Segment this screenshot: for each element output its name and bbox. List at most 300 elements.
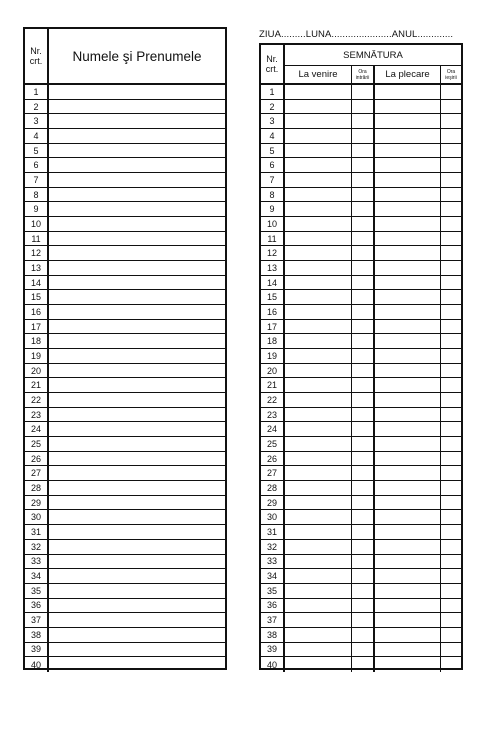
exit-time-cell[interactable]: [441, 320, 461, 334]
arrival-signature-cell[interactable]: [285, 129, 352, 143]
table-row: [25, 422, 225, 437]
arrival-signature-cell[interactable]: [285, 422, 352, 436]
name-cell[interactable]: [49, 408, 225, 422]
row-number: 12: [25, 246, 49, 260]
exit-time-cell[interactable]: [441, 100, 461, 114]
arrival-signature-cell[interactable]: [285, 496, 352, 510]
row-number: 15: [25, 290, 49, 304]
row-number: 40: [261, 657, 285, 672]
row-number: 13: [25, 261, 49, 275]
name-cell[interactable]: [49, 466, 225, 480]
exit-time-cell[interactable]: [441, 305, 461, 319]
table-row: [261, 496, 461, 511]
name-cell[interactable]: [49, 276, 225, 290]
table-row: [261, 305, 461, 320]
exit-time-cell[interactable]: [441, 613, 461, 627]
name-cell[interactable]: [49, 613, 225, 627]
name-cell[interactable]: [49, 569, 225, 583]
arrival-signature-cell[interactable]: [285, 408, 352, 422]
entry-time-cell[interactable]: [352, 202, 375, 216]
row-number: 39: [261, 643, 285, 657]
arrival-signature-cell[interactable]: [285, 232, 352, 246]
signature-table: [259, 43, 463, 670]
row-number: 7: [25, 173, 49, 187]
entry-time-cell[interactable]: [352, 246, 375, 260]
table-row: [25, 217, 225, 232]
nr-header-line2: crt.: [29, 56, 43, 66]
departure-signature-cell[interactable]: [375, 408, 441, 422]
arrival-signature-cell[interactable]: [285, 657, 352, 672]
table-row: [261, 437, 461, 452]
entry-time-cell[interactable]: [352, 261, 375, 275]
departure-signature-cell[interactable]: [375, 100, 441, 114]
row-number: 31: [25, 525, 49, 539]
entry-time-cell[interactable]: [352, 334, 375, 348]
table-row: [25, 437, 225, 452]
entry-time-cell[interactable]: [352, 158, 375, 172]
table-row: [25, 408, 225, 423]
exit-time-cell[interactable]: [441, 481, 461, 495]
departure-signature-cell[interactable]: [375, 422, 441, 436]
table-row: [25, 305, 225, 320]
exit-time-cell[interactable]: [441, 408, 461, 422]
arrival-signature-cell[interactable]: [285, 246, 352, 260]
name-cell[interactable]: [49, 481, 225, 495]
exit-time-cell[interactable]: [441, 628, 461, 642]
table-row: [25, 393, 225, 408]
departure-signature-cell[interactable]: [375, 510, 441, 524]
exit-time-cell[interactable]: [441, 158, 461, 172]
name-cell[interactable]: [49, 217, 225, 231]
table-row: [25, 599, 225, 614]
arrival-signature-cell[interactable]: [285, 217, 352, 231]
exit-time-cell[interactable]: [441, 246, 461, 260]
name-cell[interactable]: [49, 232, 225, 246]
row-number: 36: [261, 599, 285, 613]
name-cell[interactable]: [49, 100, 225, 114]
table-row: [261, 540, 461, 555]
entry-time-cell[interactable]: [352, 188, 375, 202]
table-row: [261, 334, 461, 349]
name-cell[interactable]: [49, 378, 225, 392]
table-row: [25, 261, 225, 276]
name-cell[interactable]: [49, 393, 225, 407]
entry-time-cell[interactable]: [352, 452, 375, 466]
name-cell[interactable]: [49, 290, 225, 304]
name-cell[interactable]: [49, 158, 225, 172]
arrival-signature-cell[interactable]: [285, 85, 352, 99]
exit-time-cell[interactable]: [441, 657, 461, 672]
exit-time-cell[interactable]: [441, 437, 461, 451]
table-row: [261, 599, 461, 614]
departure-signature-cell[interactable]: [375, 173, 441, 187]
row-number: 22: [25, 393, 49, 407]
table-row: [25, 584, 225, 599]
name-cell[interactable]: [49, 540, 225, 554]
exit-time-cell[interactable]: [441, 202, 461, 216]
entry-time-cell[interactable]: [352, 584, 375, 598]
departure-signature-cell[interactable]: [375, 657, 441, 672]
name-cell[interactable]: [49, 349, 225, 363]
name-cell[interactable]: [49, 129, 225, 143]
entry-time-cell[interactable]: [352, 320, 375, 334]
nr-header-line1: Nr.: [30, 46, 42, 56]
row-number: 28: [25, 481, 49, 495]
departure-signature-cell[interactable]: [375, 466, 441, 480]
departure-signature-cell[interactable]: [375, 202, 441, 216]
arrival-signature-cell[interactable]: [285, 628, 352, 642]
entry-time-cell[interactable]: [352, 144, 375, 158]
departure-signature-cell[interactable]: [375, 540, 441, 554]
name-cell[interactable]: [49, 144, 225, 158]
arrival-signature-cell[interactable]: [285, 437, 352, 451]
arrival-signature-cell[interactable]: [285, 100, 352, 114]
table-row: [261, 466, 461, 481]
arrival-signature-cell[interactable]: [285, 202, 352, 216]
departure-signature-cell[interactable]: [375, 393, 441, 407]
departure-signature-cell[interactable]: [375, 305, 441, 319]
entry-time-cell[interactable]: [352, 173, 375, 187]
nr-crt-header: [25, 29, 49, 83]
departure-signature-cell[interactable]: [375, 452, 441, 466]
exit-time-cell[interactable]: [441, 261, 461, 275]
arrival-signature-cell[interactable]: [285, 599, 352, 613]
row-number: 28: [261, 481, 285, 495]
name-cell[interactable]: [49, 422, 225, 436]
row-number: 30: [261, 510, 285, 524]
exit-time-cell[interactable]: [441, 334, 461, 348]
arrival-signature-cell[interactable]: [285, 114, 352, 128]
name-cell[interactable]: [49, 452, 225, 466]
exit-time-cell[interactable]: [441, 378, 461, 392]
row-number: 18: [261, 334, 285, 348]
arrival-signature-cell[interactable]: [285, 144, 352, 158]
departure-signature-cell[interactable]: [375, 599, 441, 613]
name-cell[interactable]: [49, 510, 225, 524]
entry-time-cell[interactable]: [352, 290, 375, 304]
row-number: 21: [25, 378, 49, 392]
arrival-signature-cell[interactable]: [285, 393, 352, 407]
name-cell[interactable]: [49, 261, 225, 275]
name-cell[interactable]: [49, 246, 225, 260]
arrival-signature-cell[interactable]: [285, 510, 352, 524]
arrival-signature-cell[interactable]: [285, 261, 352, 275]
table-row: [25, 510, 225, 525]
entry-time-cell[interactable]: [352, 114, 375, 128]
name-cell[interactable]: [49, 305, 225, 319]
departure-signature-cell[interactable]: [375, 481, 441, 495]
table-row: [261, 378, 461, 393]
departure-signature-cell[interactable]: [375, 320, 441, 334]
departure-signature-cell[interactable]: [375, 144, 441, 158]
row-number: 14: [261, 276, 285, 290]
arrival-signature-cell[interactable]: [285, 276, 352, 290]
departure-signature-cell[interactable]: [375, 378, 441, 392]
exit-time-cell[interactable]: [441, 643, 461, 657]
table-row: [25, 555, 225, 570]
entry-time-cell[interactable]: [352, 129, 375, 143]
table-row: [25, 334, 225, 349]
row-number: 37: [25, 613, 49, 627]
entry-time-cell[interactable]: [352, 496, 375, 510]
table-row: [25, 114, 225, 129]
departure-signature-cell[interactable]: [375, 584, 441, 598]
entry-time-cell[interactable]: [352, 643, 375, 657]
departure-signature-cell[interactable]: [375, 158, 441, 172]
entry-time-cell[interactable]: [352, 657, 375, 672]
table-row: [25, 129, 225, 144]
exit-time-cell[interactable]: [441, 85, 461, 99]
exit-time-cell[interactable]: [441, 393, 461, 407]
entry-time-cell[interactable]: [352, 217, 375, 231]
arrival-signature-cell[interactable]: [285, 466, 352, 480]
entry-time-cell[interactable]: [352, 349, 375, 363]
table-row: [261, 188, 461, 203]
names-table-rows: [25, 85, 225, 672]
table-row: [261, 364, 461, 379]
departure-signature-cell[interactable]: [375, 334, 441, 348]
entry-time-cell[interactable]: [352, 276, 375, 290]
departure-signature-cell[interactable]: [375, 217, 441, 231]
departure-signature-cell[interactable]: [375, 555, 441, 569]
exit-time-cell[interactable]: [441, 452, 461, 466]
exit-time-cell[interactable]: [441, 540, 461, 554]
table-row: [261, 158, 461, 173]
departure-column-header: La plecare: [375, 66, 441, 83]
row-number: 5: [25, 144, 49, 158]
name-cell[interactable]: [49, 202, 225, 216]
table-row: [25, 188, 225, 203]
row-number: 3: [261, 114, 285, 128]
departure-signature-cell[interactable]: [375, 364, 441, 378]
name-cell[interactable]: [49, 628, 225, 642]
table-row: [25, 525, 225, 540]
departure-signature-cell[interactable]: [375, 290, 441, 304]
exit-time-cell[interactable]: [441, 569, 461, 583]
entry-time-cell[interactable]: [352, 569, 375, 583]
arrival-signature-cell[interactable]: [285, 305, 352, 319]
name-cell[interactable]: [49, 114, 225, 128]
row-number: 7: [261, 173, 285, 187]
entry-time-cell[interactable]: [352, 540, 375, 554]
entry-time-cell[interactable]: [352, 85, 375, 99]
exit-time-cell[interactable]: [441, 364, 461, 378]
exit-time-cell[interactable]: [441, 129, 461, 143]
row-number: 1: [25, 85, 49, 99]
departure-signature-cell[interactable]: [375, 129, 441, 143]
entry-time-cell[interactable]: [352, 422, 375, 436]
departure-signature-cell[interactable]: [375, 246, 441, 260]
table-row: [261, 584, 461, 599]
arrival-signature-cell[interactable]: [285, 334, 352, 348]
nr-crt-header: [261, 45, 285, 83]
entry-time-cell[interactable]: [352, 510, 375, 524]
departure-signature-cell[interactable]: [375, 569, 441, 583]
arrival-signature-cell[interactable]: [285, 613, 352, 627]
departure-signature-cell[interactable]: [375, 114, 441, 128]
row-number: 20: [261, 364, 285, 378]
row-number: 23: [25, 408, 49, 422]
exit-time-cell[interactable]: [441, 114, 461, 128]
entry-time-cell[interactable]: [352, 437, 375, 451]
departure-signature-cell[interactable]: [375, 496, 441, 510]
table-row: [25, 643, 225, 658]
name-cell[interactable]: [49, 584, 225, 598]
exit-time-cell[interactable]: [441, 422, 461, 436]
row-number: 10: [25, 217, 49, 231]
table-row: [261, 232, 461, 247]
departure-signature-cell[interactable]: [375, 437, 441, 451]
name-cell[interactable]: [49, 437, 225, 451]
table-row: [261, 452, 461, 467]
arrival-signature-cell[interactable]: [285, 320, 352, 334]
departure-signature-cell[interactable]: [375, 261, 441, 275]
table-row: [25, 290, 225, 305]
row-number: 13: [261, 261, 285, 275]
name-cell[interactable]: [49, 173, 225, 187]
row-number: 4: [261, 129, 285, 143]
date-line: ZIUA.........LUNA......................ANUL.............: [259, 29, 454, 40]
table-row: [25, 144, 225, 159]
arrival-signature-cell[interactable]: [285, 481, 352, 495]
departure-signature-cell[interactable]: [375, 613, 441, 627]
name-cell[interactable]: [49, 188, 225, 202]
exit-time-cell[interactable]: [441, 466, 461, 480]
name-cell[interactable]: [49, 525, 225, 539]
departure-signature-cell[interactable]: [375, 232, 441, 246]
table-row: [25, 613, 225, 628]
arrival-signature-cell[interactable]: [285, 173, 352, 187]
entry-time-cell[interactable]: [352, 466, 375, 480]
departure-signature-cell[interactable]: [375, 85, 441, 99]
arrival-signature-cell[interactable]: [285, 555, 352, 569]
name-cell[interactable]: [49, 320, 225, 334]
arrival-signature-cell[interactable]: [285, 540, 352, 554]
entry-time-cell[interactable]: [352, 364, 375, 378]
row-number: 19: [261, 349, 285, 363]
table-row: [261, 643, 461, 658]
table-row: [25, 320, 225, 335]
exit-time-cell[interactable]: [441, 599, 461, 613]
arrival-signature-cell[interactable]: [285, 290, 352, 304]
name-cell[interactable]: [49, 555, 225, 569]
table-row: [261, 393, 461, 408]
arrival-signature-cell[interactable]: [285, 188, 352, 202]
table-row: [261, 569, 461, 584]
table-row: [261, 202, 461, 217]
entry-time-cell[interactable]: [352, 628, 375, 642]
row-number: 6: [261, 158, 285, 172]
entry-time-cell[interactable]: [352, 378, 375, 392]
entry-time-line1: Ora: [358, 68, 367, 75]
row-number: 32: [25, 540, 49, 554]
name-cell[interactable]: [49, 364, 225, 378]
row-number: 11: [25, 232, 49, 246]
name-cell[interactable]: [49, 334, 225, 348]
row-number: 40: [25, 657, 49, 672]
exit-time-cell[interactable]: [441, 188, 461, 202]
exit-time-cell[interactable]: [441, 144, 461, 158]
entry-time-cell[interactable]: [352, 232, 375, 246]
entry-time-cell[interactable]: [352, 599, 375, 613]
row-number: 17: [261, 320, 285, 334]
table-row: [25, 378, 225, 393]
row-number: 15: [261, 290, 285, 304]
arrival-column-header: La venire: [285, 66, 352, 83]
entry-time-column-header: [352, 66, 375, 83]
row-number: 2: [261, 100, 285, 114]
exit-time-cell[interactable]: [441, 496, 461, 510]
name-cell[interactable]: [49, 657, 225, 672]
entry-time-cell[interactable]: [352, 305, 375, 319]
departure-signature-cell[interactable]: [375, 628, 441, 642]
table-row: [261, 555, 461, 570]
entry-time-cell[interactable]: [352, 408, 375, 422]
row-number: 26: [25, 452, 49, 466]
entry-time-cell[interactable]: [352, 100, 375, 114]
arrival-signature-cell[interactable]: [285, 569, 352, 583]
exit-time-cell[interactable]: [441, 276, 461, 290]
entry-time-cell[interactable]: [352, 393, 375, 407]
name-cell[interactable]: [49, 599, 225, 613]
exit-time-cell[interactable]: [441, 173, 461, 187]
exit-time-cell[interactable]: [441, 290, 461, 304]
exit-time-cell[interactable]: [441, 555, 461, 569]
arrival-signature-cell[interactable]: [285, 378, 352, 392]
departure-signature-cell[interactable]: [375, 188, 441, 202]
exit-time-cell[interactable]: [441, 525, 461, 539]
exit-time-cell[interactable]: [441, 584, 461, 598]
name-cell[interactable]: [49, 643, 225, 657]
entry-time-cell[interactable]: [352, 555, 375, 569]
arrival-signature-cell[interactable]: [285, 525, 352, 539]
arrival-signature-cell[interactable]: [285, 364, 352, 378]
exit-time-cell[interactable]: [441, 510, 461, 524]
arrival-signature-cell[interactable]: [285, 158, 352, 172]
exit-time-cell[interactable]: [441, 349, 461, 363]
name-cell[interactable]: [49, 85, 225, 99]
departure-signature-cell[interactable]: [375, 643, 441, 657]
exit-time-cell[interactable]: [441, 217, 461, 231]
row-number: 30: [25, 510, 49, 524]
table-row: [261, 613, 461, 628]
arrival-signature-cell[interactable]: [285, 452, 352, 466]
table-row: [261, 276, 461, 291]
entry-time-cell[interactable]: [352, 481, 375, 495]
table-row: [261, 290, 461, 305]
arrival-signature-cell[interactable]: [285, 643, 352, 657]
row-number: 26: [261, 452, 285, 466]
table-row: [25, 246, 225, 261]
row-number: 3: [25, 114, 49, 128]
departure-signature-cell[interactable]: [375, 276, 441, 290]
name-cell[interactable]: [49, 496, 225, 510]
exit-time-cell[interactable]: [441, 232, 461, 246]
arrival-signature-cell[interactable]: [285, 584, 352, 598]
row-number: 33: [25, 555, 49, 569]
departure-signature-cell[interactable]: [375, 349, 441, 363]
row-number: 22: [261, 393, 285, 407]
arrival-signature-cell[interactable]: [285, 349, 352, 363]
departure-signature-cell[interactable]: [375, 525, 441, 539]
entry-time-cell[interactable]: [352, 525, 375, 539]
entry-time-cell[interactable]: [352, 613, 375, 627]
row-number: 8: [25, 188, 49, 202]
table-row: [261, 261, 461, 276]
name-column-header: Numele şi Prenumele: [72, 48, 202, 64]
row-number: 16: [25, 305, 49, 319]
row-number: 23: [261, 408, 285, 422]
